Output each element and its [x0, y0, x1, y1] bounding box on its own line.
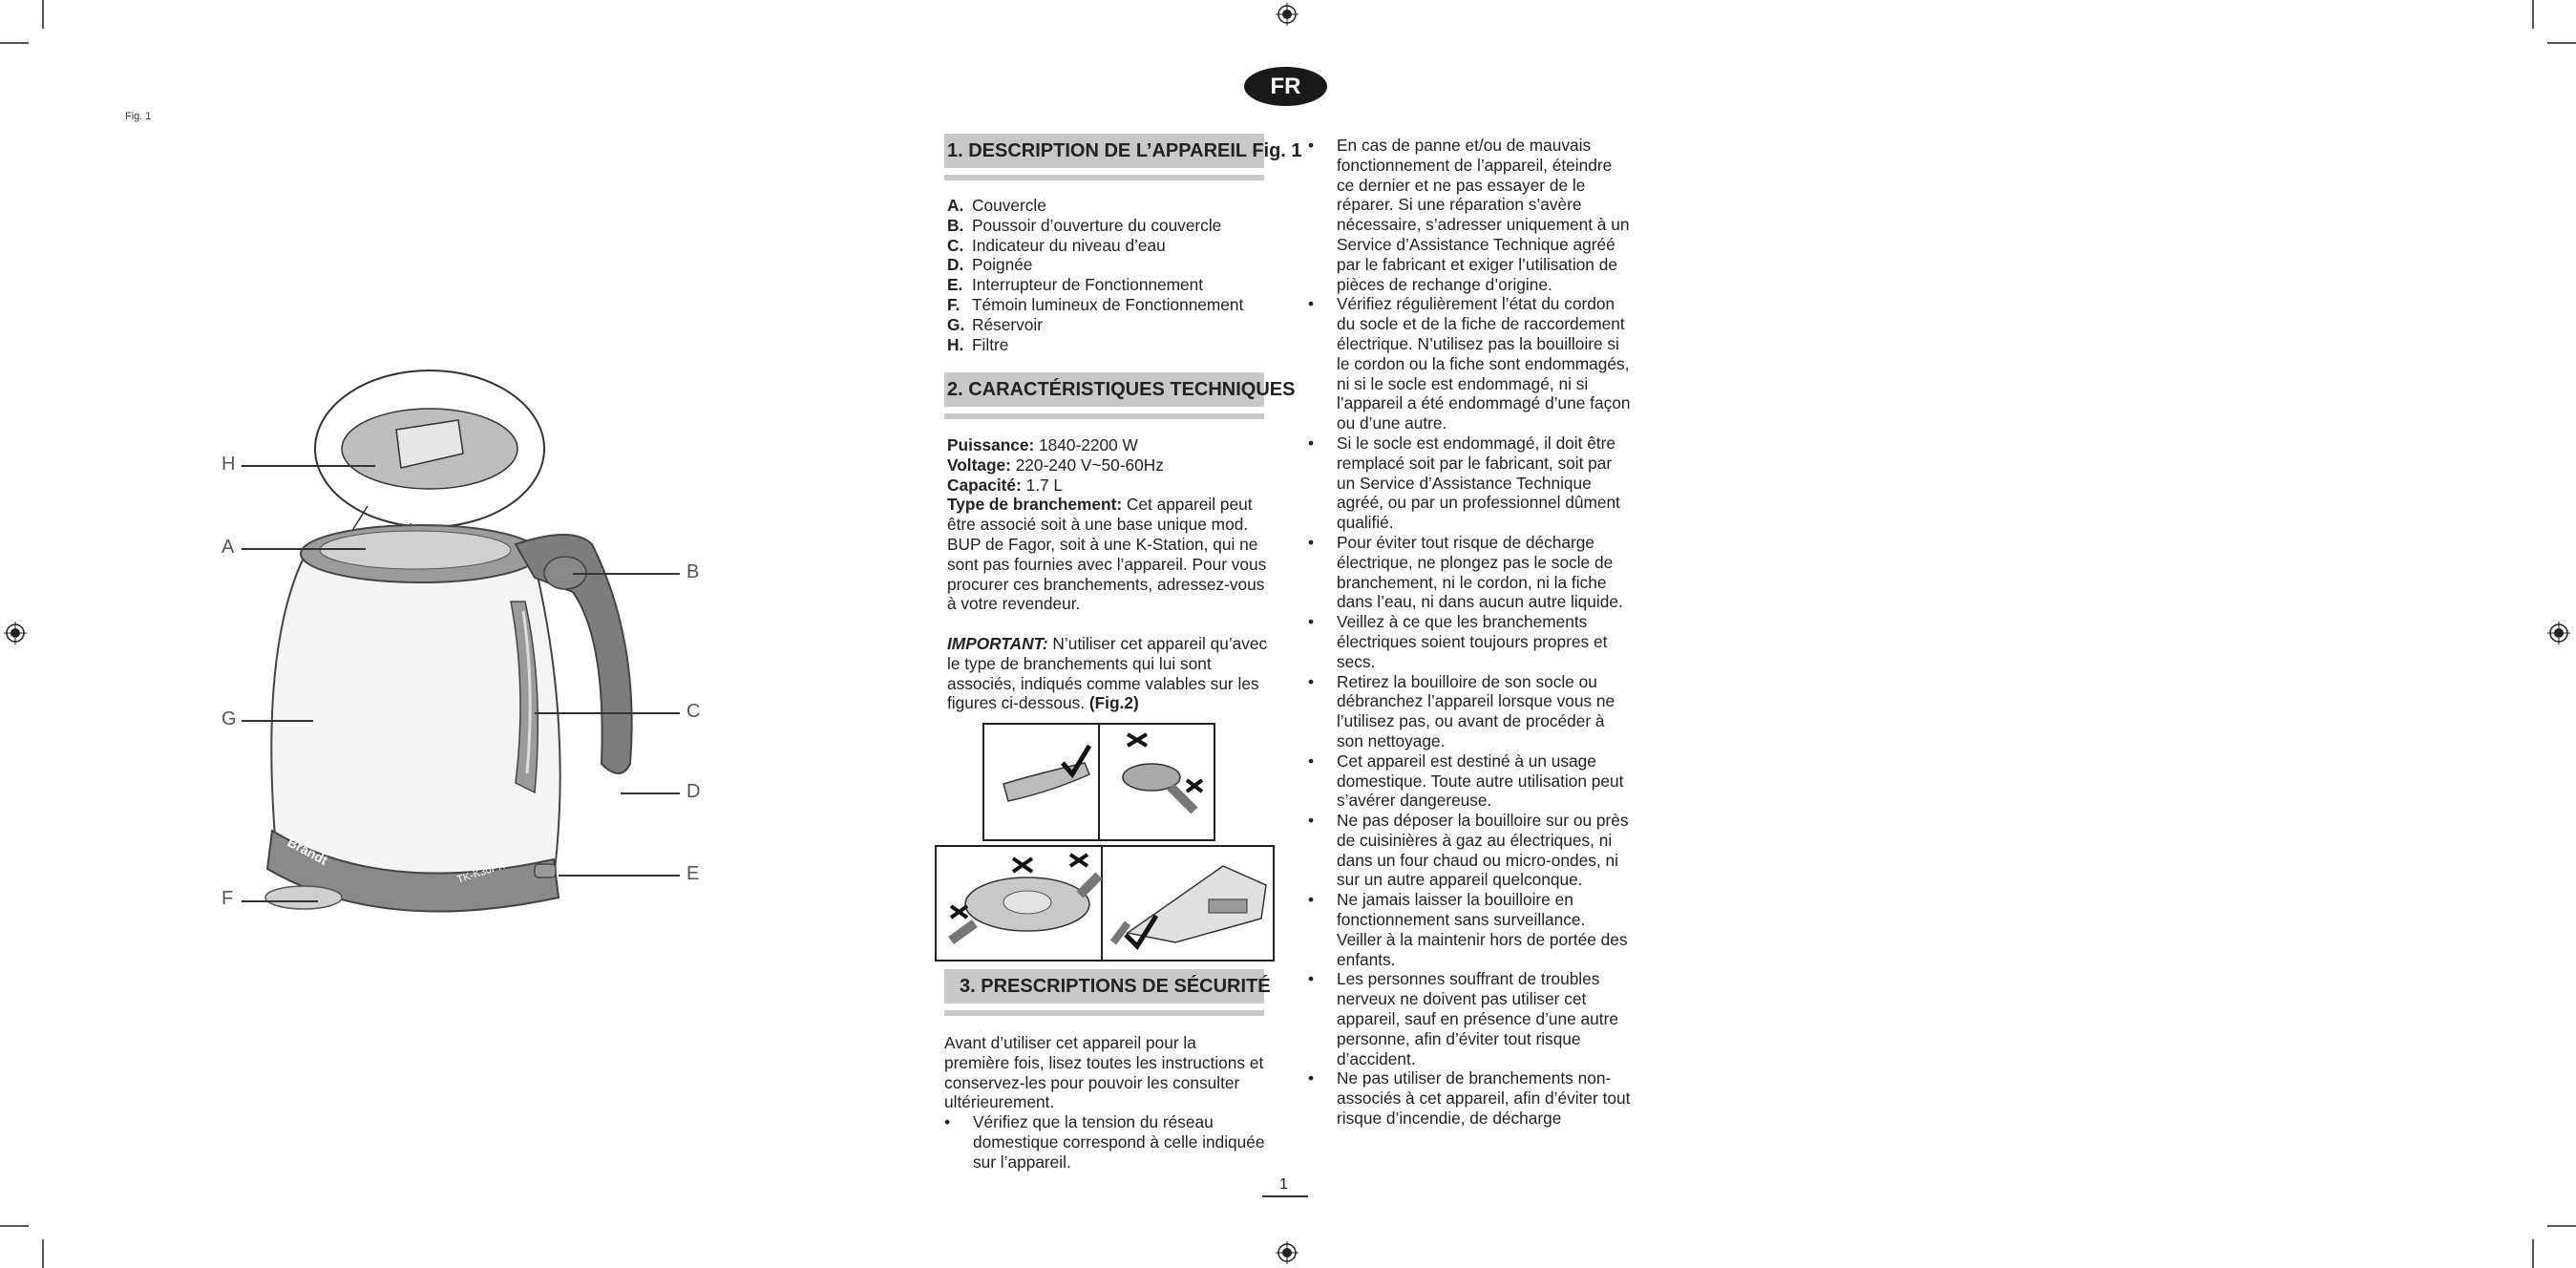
section-rule: [944, 1010, 1264, 1016]
crop-mark: [0, 42, 29, 44]
part-label-a: A: [222, 537, 235, 558]
list-item: • Pour éviter tout risque de décharge électrique, ne plongez pas le socle de branchement, ni le cordon, ni la fiche dans l’eau, ni dans aucun autre liquide.: [1308, 533, 1631, 612]
list-item: • Si le socle est endommagé, il doit être remplacé soit par le fabricant, soit par un Service d’Assistance Technique agréé, ou par un professionnel dûment qualifié.: [1308, 433, 1631, 533]
crop-mark: [2547, 1225, 2576, 1227]
list-item: • Ne pas utiliser de branchements non-associés à cet appareil, afin d’éviter tout risque d’incendie, de décharge: [1308, 1068, 1631, 1128]
list-item: • Ne jamais laisser la bouilloire en fonctionnement sans surveillance. Veiller à la maintenir hors de portée des enfants.: [1308, 890, 1631, 969]
list-item: F. Témoin lumineux de Fonctionnement: [947, 294, 1244, 314]
leader-line: [535, 712, 680, 714]
part-label-c: C: [686, 701, 701, 722]
figure-label: Fig. 1: [125, 111, 152, 122]
crop-mark: [2532, 1239, 2534, 1268]
list-item: C. Indicateur du niveau d’eau: [947, 235, 1166, 255]
kettle-brand: Brandt: [285, 834, 330, 868]
part-label-d: D: [686, 781, 701, 802]
registration-mark-icon: [1276, 1241, 1299, 1264]
leader-line: [242, 465, 375, 467]
list-item: • Cet appareil est destiné à un usage domestique. Toute autre utilisation peut s’avérer dangereuse.: [1308, 751, 1631, 811]
leader-line: [573, 573, 680, 575]
parts-list: [947, 196, 1243, 354]
section-rule: [944, 175, 1264, 180]
list-item: D. Poignée: [947, 255, 1033, 275]
part-label-b: B: [686, 561, 700, 582]
list-item: A. Couvercle: [947, 196, 1046, 215]
list-item: B. Poussoir d’ouverture du couvercle: [947, 215, 1222, 235]
list-item: H. Filtre: [947, 334, 1009, 354]
crop-mark: [2532, 0, 2534, 29]
part-label-e: E: [686, 863, 700, 884]
list-item: • Les personnes souffrant de troubles nerveux ne doivent pas utiliser cet appareil, sauf en présence d’une autre personne, afin d’éviter tout risque d’accident.: [1308, 969, 1631, 1068]
list-item: G. Réservoir: [947, 314, 1043, 334]
section-heading: 2. CARACTÉRISTIQUES TECHNIQUES: [944, 372, 1264, 407]
crop-mark: [2547, 42, 2576, 44]
list-item: • Ne pas déposer la bouilloire sur ou près de cuisinières à gaz au électriques, ni dans un four chaud ou micro-ondes, ni sur un autre appareil quelconque.: [1308, 811, 1631, 890]
tech-specs: Puissance: 1840-2200 W Voltage: 220-240 V~50-60Hz Capacité: 1.7 L Type de branchement: Cet appareil peut être associé soit à une base unique mod. BUP de Fagor, soit à une K-Station, qui ne sont pas fournies avec l’appareil. Pour vous procurer ces branchements, adressez-vous à votre revendeur. IMPORTANT: N’utiliser cet appareil qu’avec le type de branchements qui lui sont associés, indiqués comme valables sur les figures ci-dessous. (Fig.2): [947, 435, 1268, 713]
registration-mark-icon: [4, 622, 27, 645]
section-heading: 3. PRESCRIPTIONS DE SÉCURITÉ: [944, 969, 1264, 1004]
list-item: • Veillez à ce que les branchements électriques soient toujours propres et secs.: [1308, 612, 1631, 671]
list-item: • En cas de panne et/ou de mauvais fonctionnement de l’appareil, éteindre ce dernier et ne pas essayer de le réparer. Si une réparation s’avère nécessaire, s’adresser uniquement à un Service d’Assistance Technique agréé par le fabricant et exiger l’utilisation de pièces de rechange d’origine.: [1308, 136, 1631, 294]
kettle-model: TK-K30PX: [455, 859, 507, 886]
crop-mark: [42, 1239, 44, 1268]
leader-line: [242, 900, 318, 902]
safety-list-right: [1308, 136, 1631, 1129]
fig2-panel: [935, 845, 1275, 962]
leader-line: [242, 720, 313, 722]
safety-list-left: [944, 1112, 1274, 1172]
registration-mark-icon: [1276, 3, 1299, 26]
crop-mark: [0, 1225, 29, 1227]
safety-intro: Avant d’utiliser cet appareil pour la première fois, lisez toutes les instructions et conservez-les pour pouvoir les consulter ultérieurement.: [944, 1033, 1264, 1112]
part-label-h: H: [222, 454, 236, 475]
fig2-panel: [982, 723, 1215, 841]
list-item: E. Interrupteur de Fonctionnement: [947, 275, 1204, 295]
section-rule: [944, 413, 1264, 419]
page-number: 1: [1279, 1176, 1288, 1193]
page-number-rule: [1262, 1195, 1308, 1197]
kettle-illustration: [172, 363, 745, 955]
list-item: • Retirez la bouilloire de son socle ou débranchez l’appareil lorsque vous ne l’utilisez pas, ou avant de procéder à son nettoyage.: [1308, 672, 1631, 751]
part-label-g: G: [222, 708, 237, 729]
language-badge: FR: [1244, 67, 1327, 106]
section-heading: 1. DESCRIPTION DE L’APPAREIL Fig. 1: [944, 134, 1264, 168]
leader-line: [242, 548, 366, 550]
leader-line: [621, 792, 680, 794]
leader-line: [559, 875, 680, 877]
list-item: • Vérifiez régulièrement l’état du cordon du socle et de la fiche de raccordement électrique. N’utilisez pas la bouilloire si le cordon ou la fiche sont endommagés, ni si le socle est endommagé, ni si l’appareil a été endommagé d’une façon ou d’une autre.: [1308, 294, 1631, 433]
part-label-f: F: [222, 888, 234, 909]
registration-mark-icon: [2547, 622, 2570, 645]
crop-mark: [42, 0, 44, 29]
list-item: • Vérifiez que la tension du réseau domestique correspond à celle indiquée sur l’appareil.: [944, 1112, 1274, 1172]
